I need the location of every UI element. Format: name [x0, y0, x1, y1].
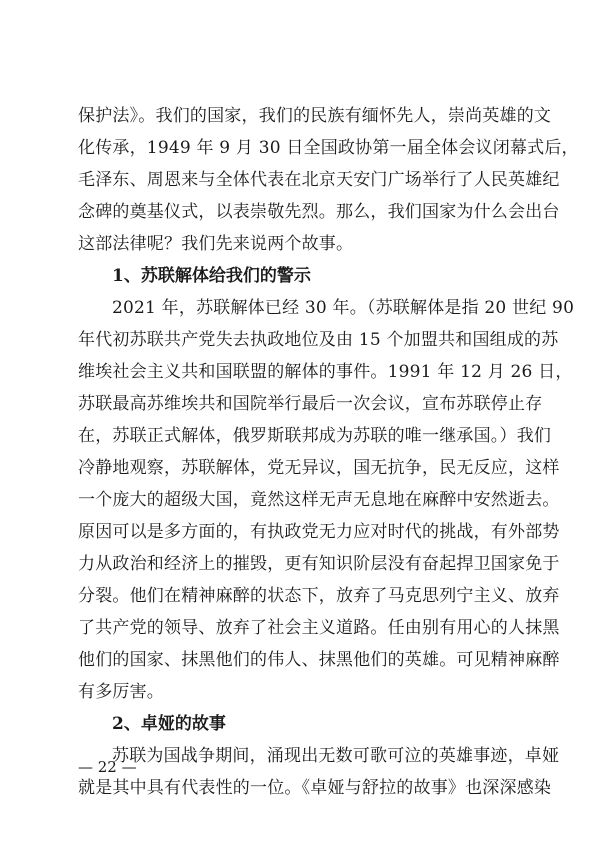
- text-line: 维埃社会主义共和国联盟的解体的事件。1991 年 12 月 26 日，: [78, 362, 573, 382]
- page-body: [78, 100, 579, 804]
- text-line: 苏联最高苏维埃共和国院举行最后一次会议，宣布苏联停止存: [78, 394, 543, 414]
- text-line: 冷静地观察，苏联解体，党无异议，国无抗争，民无反应，这样: [78, 458, 560, 478]
- section-heading-2: 2、卓娅的故事: [112, 714, 226, 734]
- text-line: 年代初苏联共产党失去执政地位及由 15 个加盟共和国组成的苏: [78, 330, 559, 350]
- text-line: 有多厉害。: [78, 682, 164, 702]
- paragraph-1: [78, 100, 579, 260]
- paragraph-2: [78, 292, 575, 708]
- text-line: 一个庞大的超级大国，竟然这样无声无息地在麻醉中安然逝去。: [78, 490, 560, 510]
- text-line: 毛泽东、周恩来与全体代表在北京天安门广场举行了人民英雄纪: [78, 170, 560, 190]
- paragraph-3: [78, 740, 560, 804]
- text-line: 2021 年，苏联解体已经 30 年。（苏联解体是指 20 世纪 90: [112, 298, 575, 318]
- text-line: 保护法》。我们的国家，我们的民族有缅怀先人，崇尚英雄的文: [78, 106, 552, 126]
- text-line: 分裂。他们在精神麻醉的状态下，放弃了马克思列宁主义、放弃: [78, 586, 560, 606]
- section-heading-1: 1、苏联解体给我们的警示: [112, 266, 311, 286]
- text-line: 苏联为国战争期间，涌现出无数可歌可泣的英雄事迹，卓娅: [112, 746, 560, 766]
- text-line: 在，苏联正式解体，俄罗斯联邦成为苏联的唯一继承国。）我们: [78, 426, 552, 446]
- text-line: 原因可以是多方面的，有执政党无力应对时代的挑战，有外部势: [78, 522, 560, 542]
- text-line: 他们的国家、抹黑他们的伟人、抹黑他们的英雄。可见精神麻醉: [78, 650, 560, 670]
- text-line: 念碑的奠基仪式，以表崇敬先烈。那么，我们国家为什么会出台: [78, 202, 560, 222]
- text-line: 就是其中具有代表性的一位。《卓娅与舒拉的故事》也深深感染: [78, 778, 552, 798]
- text-line: 这部法律呢？我们先来说两个故事。: [78, 234, 354, 254]
- text-line: 了共产党的领导、放弃了社会主义道路。任由别有用心的人抹黑: [78, 618, 560, 638]
- text-line: 力从政治和经济上的摧毁，更有知识阶层没有奋起捍卫国家免于: [78, 554, 560, 574]
- text-line: 化传承，1949 年 9 月 30 日全国政协第一届全体会议闭幕式后，: [78, 138, 579, 158]
- page-number: — 22 —: [78, 758, 137, 776]
